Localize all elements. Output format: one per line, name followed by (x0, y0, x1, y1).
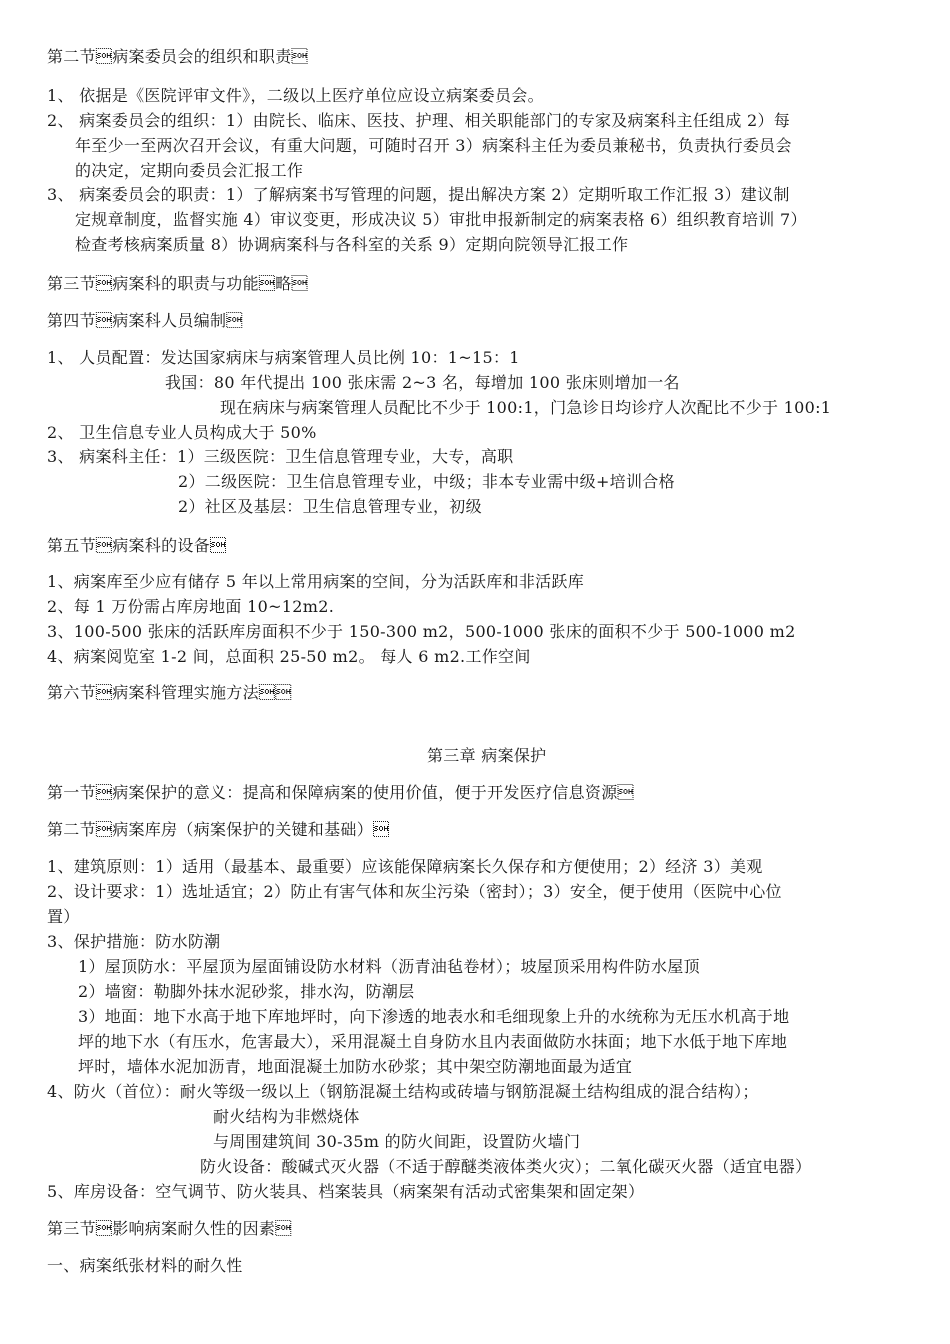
list-subitem: 耐火结构为非燃烧体 (213, 1107, 360, 1126)
list-subitem: 现在病床与病案管理人员配比不少于 100:1，门急诊日均诊疗人次配比不少于 100:1 (220, 398, 832, 417)
list-subitem-continuation: 坪时，墙体水泥加沥青，地面混凝土加防水砂浆；其中架空防潮地面最为适宜 (78, 1057, 633, 1076)
list-item: 1、病案库至少应有储存 5 年以上常用病案的空间，分为活跃库和非活跃库 (47, 572, 585, 591)
list-item: 1、 人员配置：发达国家病床与病案管理人员比例 10：1~15：1 (47, 348, 520, 367)
section-heading: 第二节病案委员会的组织和职责 (47, 47, 308, 66)
list-item: 2、设计要求：1）选址适宜；2）防止有害气体和灰尘污染（密封）；3）安全，便于使用（医院中心位 (47, 882, 782, 901)
section-heading: 第一节病案保护的意义：提高和保障病案的使用价值，便于开发医疗信息资源 (47, 783, 634, 802)
subsection-heading: 一、病案纸张材料的耐久性 (47, 1256, 243, 1275)
list-item: 4、防火（首位）：耐火等级一级以上（钢筋混凝土结构或砖墙与钢筋混凝土结构组成的混合结构）； (47, 1082, 759, 1101)
list-item: 3、100-500 张床的活跃库房面积不少于 150-300 m2，500-1000 张床的面积不少于 500-1000 m2 (47, 622, 796, 641)
list-item-continuation: 的决定，定期向委员会汇报工作 (75, 161, 304, 180)
section-heading: 第六节病案科管理实施方法 (47, 683, 292, 702)
list-item: 5、库房设备：空气调节、防火装具、档案装具（病案架有活动式密集架和固定架） (47, 1182, 645, 1201)
list-subitem: 1）屋顶防水：平屋顶为屋面铺设防水材料（沥青油毡卷材）；坡屋顶采用构件防水屋顶 (78, 957, 700, 976)
list-subitem-continuation: 坪的地下水（有压水，危害最大），采用混凝土自身防水且内表面做防水抹面；地下水低于地下库地 (78, 1032, 788, 1051)
list-subitem: 2）二级医院：卫生信息管理专业，中级；非本专业需中级+培训合格 (178, 472, 675, 491)
list-item: 3、 病案委员会的职责：1）了解病案书写管理的问题，提出解决方案 2）定期听取工作汇报 3）建议制 (47, 185, 790, 204)
list-item: 2、 卫生信息专业人员构成大于 50% (47, 423, 317, 442)
list-item-continuation: 定规章制度，监督实施 4）审议变更，形成决议 5）审批申报新制定的病案表格 6）组织教育培训 7） (75, 210, 807, 229)
section-heading: 第二节病案库房（病案保护的关键和基础） (47, 820, 390, 839)
list-item-continuation: 置） (47, 907, 80, 926)
list-subitem: 防火设备：酸碱式灭火器（不适于醇醚类液体类火灾）；二氧化碳灭火器（适宜电器） (200, 1157, 812, 1176)
list-subitem: 我国：80 年代提出 100 张床需 2~3 名，每增加 100 张床则增加一名 (165, 373, 680, 392)
list-subitem: 3）地面：地下水高于地下库地坪时，向下渗透的地表水和毛细现象上升的水统称为无压水机高于地 (78, 1007, 790, 1026)
list-item: 1、 依据是《医院评审文件》，二级以上医疗单位应设立病案委员会。 (47, 86, 544, 105)
section-heading: 第三节病案科的职责与功能略 (47, 274, 308, 293)
list-item: 3、保护措施：防水防潮 (47, 932, 221, 951)
list-subitem: 2）墙窗：勒脚外抹水泥砂浆，排水沟，防潮层 (78, 982, 415, 1001)
section-heading: 第四节病案科人员编制 (47, 311, 243, 330)
list-item-continuation: 检查考核病案质量 8）协调病案科与各科室的关系 9）定期向院领导汇报工作 (75, 235, 629, 254)
section-heading: 第五节病案科的设备 (47, 536, 227, 555)
list-item: 2、每 1 万份需占库房地面 10~12m2. (47, 597, 335, 616)
list-subitem: 2）社区及基层：卫生信息管理专业，初级 (178, 497, 482, 516)
section-heading: 第三节影响病案耐久性的因素 (47, 1219, 292, 1238)
list-item: 3、 病案科主任：1）三级医院：卫生信息管理专业，大专，高职 (47, 447, 514, 466)
list-item: 2、 病案委员会的组织：1）由院长、临床、医技、护理、相关职能部门的专家及病案科主任组成 2）每 (47, 111, 791, 130)
chapter-title: 第三章 病案保护 (427, 746, 547, 765)
list-subitem: 与周围建筑间 30-35m 的防火间距，设置防火墙门 (213, 1132, 581, 1151)
list-item: 4、病案阅览室 1-2 间，总面积 25-50 m2。 每人 6 m2.工作空间 (47, 647, 531, 666)
list-item-continuation: 年至少一至两次召开会议，有重大问题，可随时召开 3）病案科主任为委员兼秘书，负责执行委员会 (75, 136, 792, 155)
list-item: 1、建筑原则：1）适用（最基本、最重要）应该能保障病案长久保存和方便使用；2）经济 3）美观 (47, 857, 763, 876)
